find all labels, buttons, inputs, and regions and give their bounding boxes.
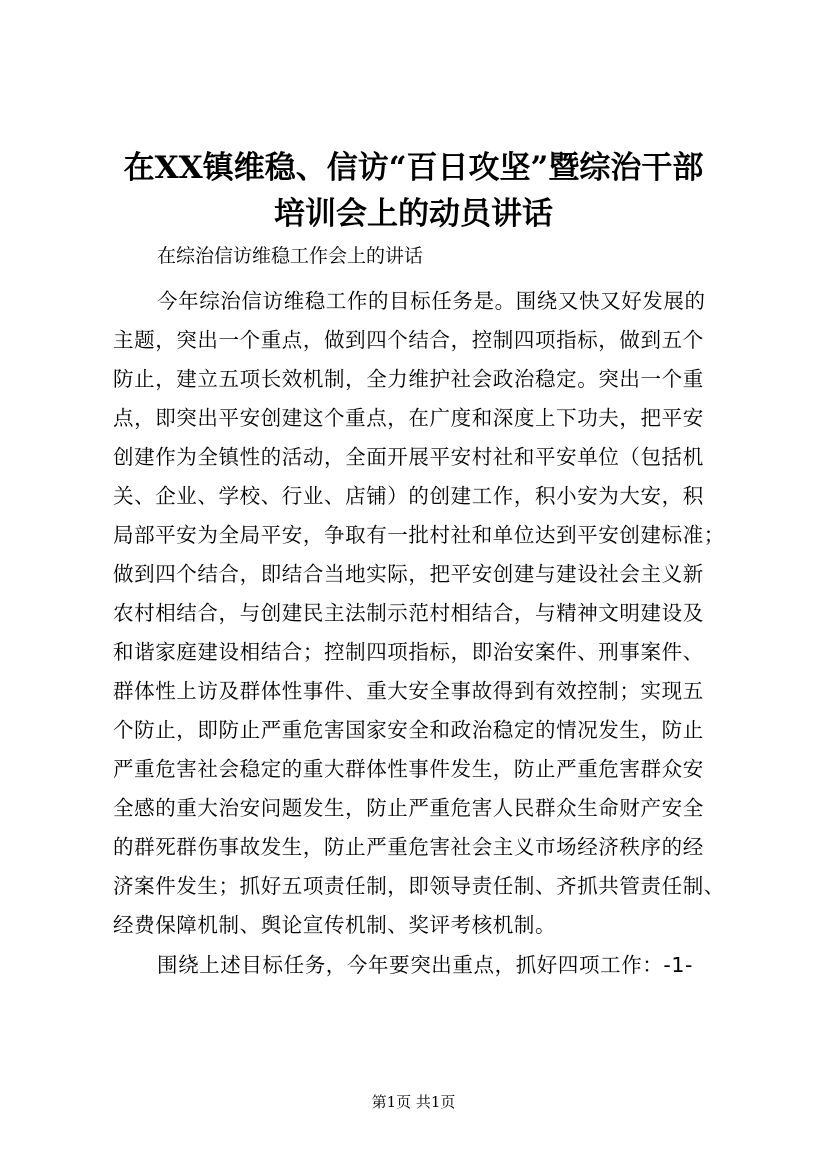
- document-subtitle: 在综治信访维稳工作会上的讲话: [157, 245, 424, 267]
- paragraph-line: 做到四个结合，即结合当地实际，把平安创建与建设社会主义新: [113, 562, 704, 586]
- document-title-line-2: 培训会上的动员讲话: [274, 196, 553, 232]
- paragraph-line: 个防止，即防止严重危害国家安全和政治稳定的情况发生，防止: [113, 718, 704, 742]
- document-title-line-1: 在XX镇维稳、信访“百日攻坚”暨综治干部: [123, 150, 704, 186]
- paragraph-line: 防止，建立五项长效机制，全力维护社会政治稳定。突出一个重: [113, 367, 704, 391]
- paragraph-line: 严重危害社会稳定的重大群体性事件发生，防止严重危害群众安: [113, 757, 704, 781]
- paragraph-line: 局部平安为全局平安，争取有一批村社和单位达到平安创建标准；: [113, 523, 725, 547]
- paragraph-line: 点，即突出平安创建这个重点，在广度和深度上下功夫，把平安: [113, 406, 704, 430]
- paragraph-line: 和谐家庭建设相结合；控制四项指标，即治安案件、刑事案件、: [113, 640, 704, 664]
- page-footer: 第1页 共1页: [371, 1093, 456, 1111]
- paragraph-line: 经费保障机制、舆论宣传机制、奖评考核机制。: [113, 913, 557, 937]
- paragraph-line: 创建作为全镇性的活动，全面开展平安村社和平安单位（包括机: [113, 445, 704, 469]
- paragraph-line: 的群死群伤事故发生，防止严重危害社会主义市场经济秩序的经: [113, 835, 704, 859]
- paragraph-line: 围绕上述目标任务，今年要突出重点，抓好四项工作：-1-: [157, 953, 694, 977]
- paragraph-line: 今年综治信访维稳工作的目标任务是。围绕又快又好发展的: [157, 289, 706, 313]
- paragraph-line: 济案件发生；抓好五项责任制，即领导责任制、齐抓共管责任制、: [113, 874, 725, 898]
- paragraph-line: 全感的重大治安问题发生，防止严重危害人民群众生命财产安全: [113, 796, 704, 820]
- paragraph-line: 关、企业、学校、行业、店铺）的创建工作，积小安为大安，积: [113, 484, 704, 508]
- paragraph-line: 主题，突出一个重点，做到四个结合，控制四项指标，做到五个: [113, 328, 704, 352]
- paragraph-line: 农村相结合，与创建民主法制示范村相结合，与精神文明建设及: [113, 601, 704, 625]
- paragraph-line: 群体性上访及群体性事件、重大安全事故得到有效控制；实现五: [113, 679, 704, 703]
